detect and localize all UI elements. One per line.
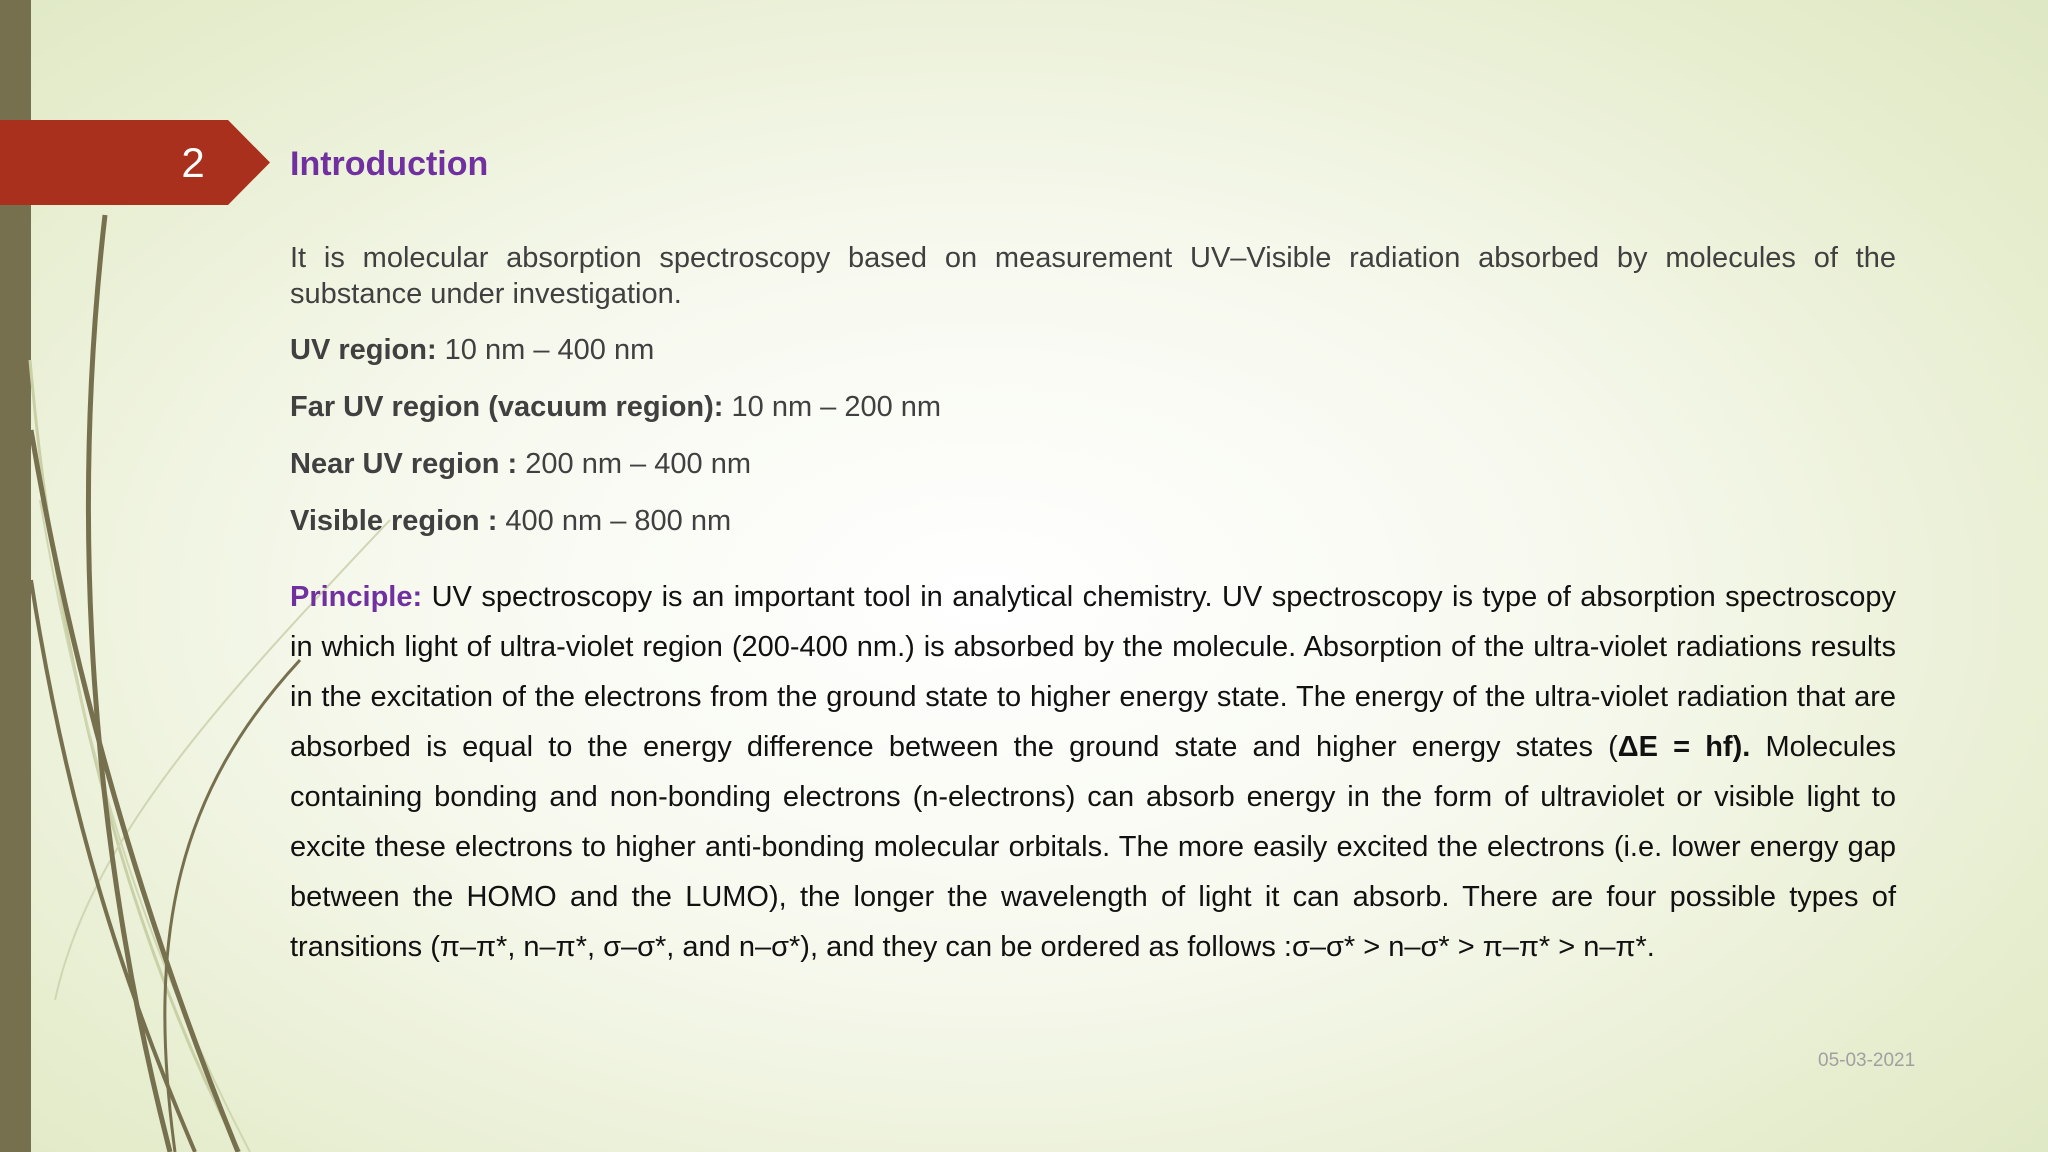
region-label: Far UV region (vacuum region): [290, 391, 724, 423]
region-visible [290, 503, 1896, 540]
principle-paragraph [290, 572, 1896, 972]
region-far-uv [290, 389, 1896, 426]
principle-label: Principle: [290, 581, 423, 613]
region-uv [290, 332, 1896, 369]
region-label: UV region: [290, 334, 437, 366]
slide-content [290, 240, 1896, 972]
slide-number-tab [0, 120, 270, 205]
slide-number: 2 [181, 139, 205, 186]
energy-formula: ΔE = hf). [1617, 731, 1751, 763]
principle-text-part2: Molecules containing bonding and non-bonding electrons (n-electrons) can absorb energy in the form of ultraviolet or visible light to excite these electrons to higher anti-bonding molecular orbitals. The more easily excited the electrons (i.e. lower energy gap between the HOMO and the LUMO), the longer the wavelength of light it can absorb. There are four possible types of transitions (π–π*, n–π*, σ–σ*, and n–σ*), and they can be ordered as follows :σ–σ* > n–σ* > π–π* > n–π*. [290, 731, 1896, 963]
slide-title: Introduction [290, 145, 489, 183]
intro-paragraph: It is molecular absorption spectroscopy based on measurement UV–Visible radiation absorbed by molecules of the substance under investigation. [290, 242, 1896, 310]
region-value: 10 nm – 200 nm [723, 391, 942, 423]
region-value: 10 nm – 400 nm [436, 334, 655, 366]
region-near-uv [290, 446, 1896, 483]
region-label: Near UV region : [290, 448, 518, 480]
region-label: Visible region : [290, 505, 498, 537]
region-value: 200 nm – 400 nm [517, 448, 751, 480]
footer-date: 05-03-2021 [1818, 1050, 1916, 1071]
principle-text-part1: UV spectroscopy is an important tool in analytical chemistry. UV spectroscopy is type of absorption spectroscopy in which light of ultra-violet region (200-400 nm.) is absorbed by the molecule. Absorption of the ultra-violet radiations results in the excitation of the electrons from the ground state to higher energy state. The energy of the ultra-violet radiation that are absorbed is equal to the energy difference between the ground state and higher energy states ( [290, 581, 1896, 763]
region-value: 400 nm – 800 nm [497, 505, 732, 537]
